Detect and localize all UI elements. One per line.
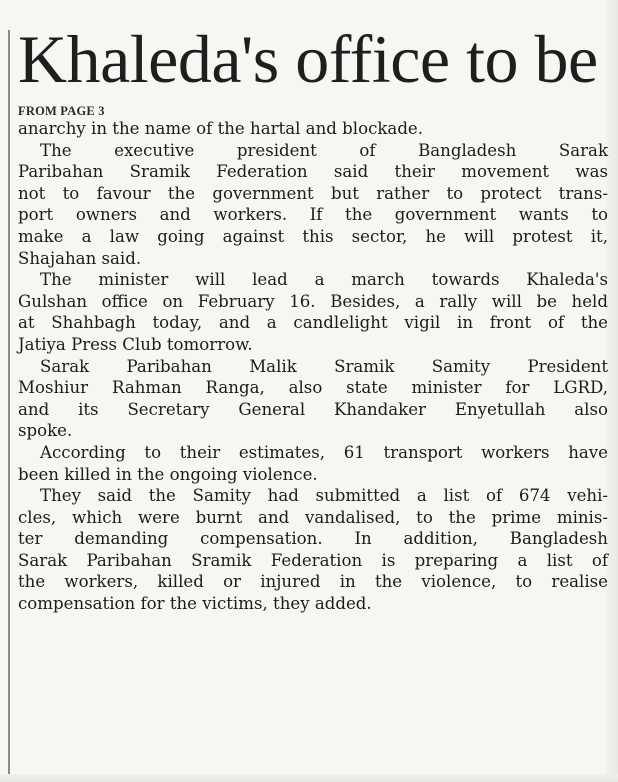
text-line: Shajahan said.	[18, 248, 142, 268]
text-line: spoke.	[18, 421, 73, 441]
paragraph	[18, 442, 608, 485]
paragraph	[18, 485, 608, 615]
text-line: The executive president of Bangladesh Sarak	[40, 140, 608, 160]
text-line: ter demanding compensation. In addition, Bangladesh	[18, 529, 608, 549]
text-line: They said the Samity had submitted a list of 674 vehi-	[40, 486, 608, 506]
text-line: Sarak Paribahan Sramik Federation is preparing a list of	[18, 550, 608, 570]
column-rule	[8, 30, 10, 782]
text-line: make a law going against this sector, he will protest it,	[18, 226, 608, 246]
text-line: the workers, killed or injured in the violence, to realise	[18, 572, 608, 592]
text-line: Paribahan Sramik Federation said their movement was	[18, 162, 608, 182]
article-body	[18, 118, 608, 615]
article-headline: Khaleda's office to be	[18, 21, 598, 97]
text-line: and its Secretary General Khandaker Enyetullah also	[18, 399, 608, 419]
text-line: anarchy in the name of the hartal and blockade.	[18, 119, 424, 138]
text-line: Moshiur Rahman Ranga, also state minister for LGRD,	[18, 378, 608, 398]
paragraph	[18, 269, 608, 355]
paragraph	[18, 356, 608, 442]
jump-label: FROM PAGE 3	[18, 104, 105, 118]
text-line: The minister will lead a march towards Khaleda's	[40, 270, 608, 290]
page-bottom-edge	[0, 774, 618, 782]
text-line: port owners and workers. If the government wants to	[18, 205, 608, 225]
text-line: Sarak Paribahan Malik Sramik Samity President	[40, 356, 608, 376]
paragraph	[18, 140, 608, 270]
text-line: not to favour the government but rather to protect trans-	[18, 183, 608, 203]
text-line: Jatiya Press Club tomorrow.	[18, 334, 253, 354]
text-line: cles, which were burnt and vandalised, to the prime minis-	[18, 507, 608, 527]
paragraph	[18, 118, 608, 140]
text-line: compensation for the victims, they added.	[18, 594, 372, 614]
text-line: at Shahbagh today, and a candlelight vigil in front of the	[18, 313, 608, 333]
text-line: been killed in the ongoing violence.	[18, 464, 318, 484]
text-line: According to their estimates, 61 transport workers have	[40, 442, 608, 462]
text-line: Gulshan office on February 16. Besides, a rally will be held	[18, 291, 608, 311]
